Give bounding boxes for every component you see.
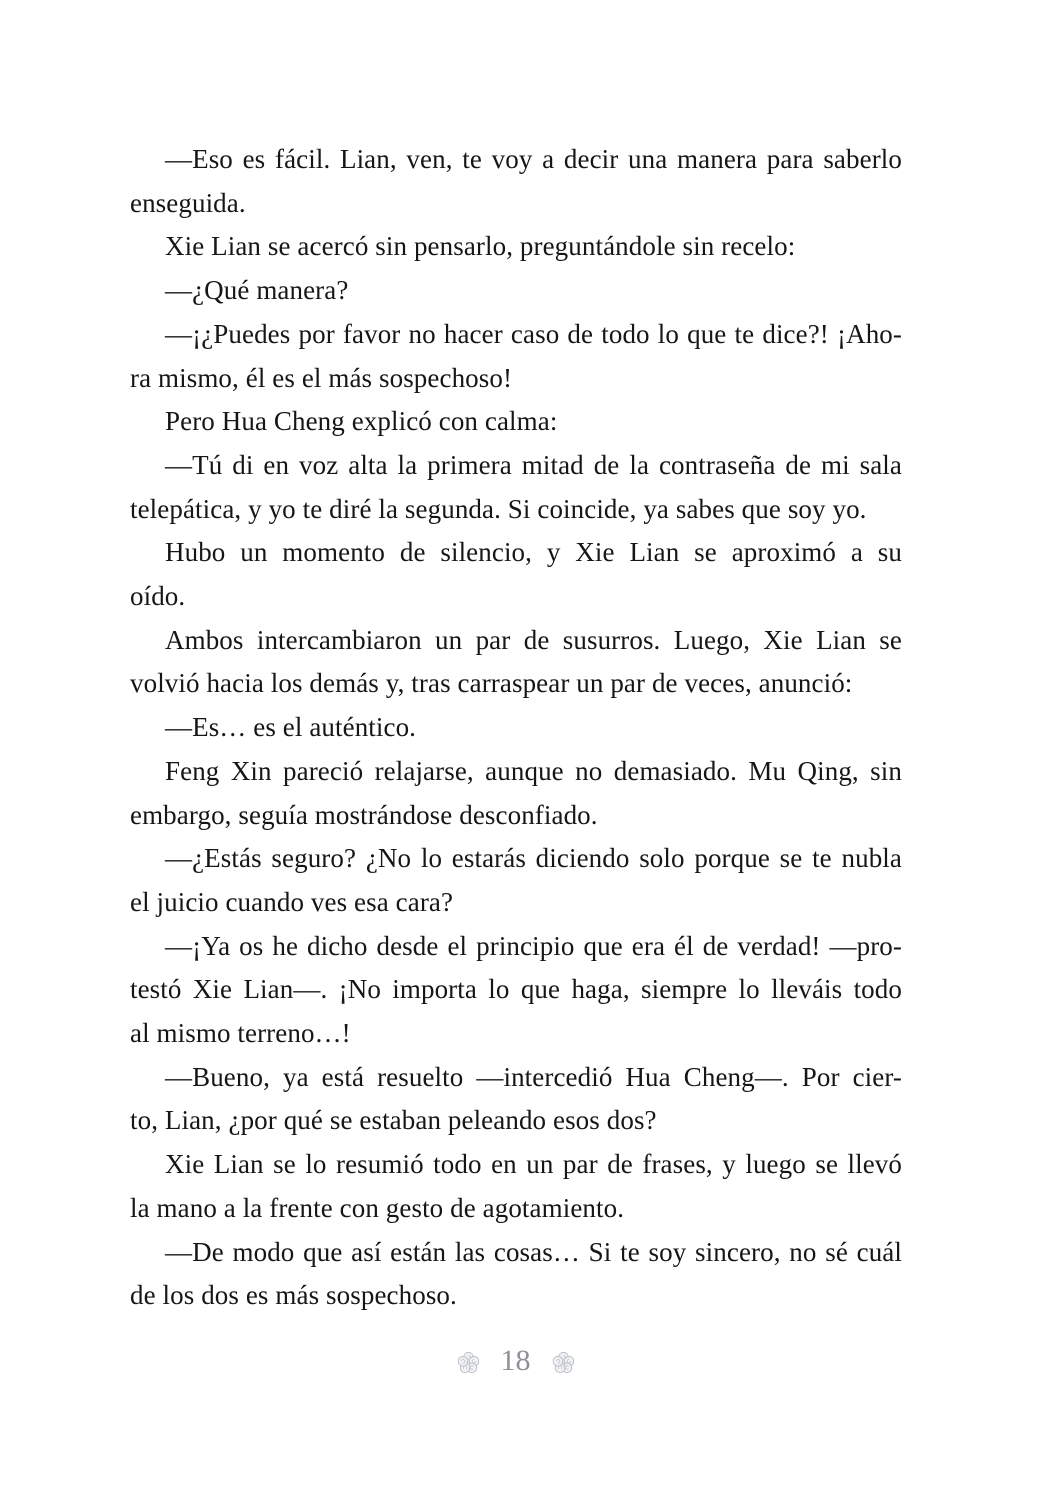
text-line: ra mismo, él es el más sospechoso! — [130, 362, 513, 393]
text-block — [130, 138, 902, 1318]
paragraph — [130, 1143, 902, 1230]
text-line: la mano a la frente con gesto de agotamiento. — [130, 1192, 625, 1223]
text-line: al mismo terreno…! — [130, 1018, 351, 1049]
text-line: oído. — [130, 581, 186, 612]
text-line: —De modo que así están las cosas… Si te soy sincero, no sé cuál — [165, 1236, 902, 1267]
text-line: —¿Qué manera? — [165, 275, 349, 306]
paragraph — [130, 444, 902, 531]
page-number: 18 — [500, 1344, 531, 1377]
paragraph — [130, 313, 902, 400]
paragraph — [130, 837, 902, 924]
plum-blossom-icon — [457, 1351, 480, 1374]
text-line: Xie Lian se acercó sin pensarlo, preguntándole sin recelo: — [165, 231, 796, 262]
text-line: to, Lian, ¿por qué se estaban peleando esos dos? — [130, 1105, 657, 1136]
text-line: —Tú di en voz alta la primera mitad de la contraseña de mi sala — [165, 449, 902, 480]
paragraph — [130, 1056, 902, 1143]
text-line: volvió hacia los demás y, tras carraspear un par de veces, anunció: — [130, 668, 853, 699]
text-line: telepática, y yo te diré la segunda. Si coincide, ya sabes que soy yo. — [130, 493, 867, 524]
paragraph — [130, 1231, 902, 1318]
paragraph — [130, 925, 902, 1056]
paragraph — [130, 225, 902, 269]
text-line: Feng Xin pareció relajarse, aunque no demasiado. Mu Qing, sin — [165, 755, 902, 786]
text-line: Ambos intercambiaron un par de susurros. Luego, Xie Lian se — [165, 624, 902, 655]
paragraph — [130, 269, 902, 313]
paragraph — [130, 706, 902, 750]
text-line: de los dos es más sospechoso. — [130, 1280, 457, 1311]
text-line: enseguida. — [130, 187, 246, 218]
paragraph — [130, 138, 902, 225]
text-line: embargo, seguía mostrándose desconfiado. — [130, 799, 598, 830]
paragraph — [130, 750, 902, 837]
text-line: —Eso es fácil. Lian, ven, te voy a decir una manera para saberlo — [165, 144, 902, 174]
text-line: Hubo un momento de silencio, y Xie Lian se aproximó a su — [165, 537, 902, 568]
text-line: —¡Ya os he dicho desde el principio que era él de verdad! —pro- — [165, 930, 902, 961]
text-line: Xie Lian se lo resumió todo en un par de frases, y luego se llevó — [165, 1149, 902, 1180]
text-line: Pero Hua Cheng explicó con calma: — [165, 406, 558, 437]
paragraph — [130, 400, 902, 444]
text-line: testó Xie Lian—. ¡No importa lo que haga, siempre lo lleváis todo — [130, 974, 902, 1005]
paragraph — [130, 619, 902, 706]
text-line: —Bueno, ya está resuelto —intercedió Hua Cheng—. Por cier- — [165, 1061, 902, 1092]
text-line: el juicio cuando ves esa cara? — [130, 886, 454, 917]
plum-blossom-icon — [552, 1351, 575, 1374]
text-line: —¡¿Puedes por favor no hacer caso de todo lo que te dice?! ¡Aho- — [165, 318, 902, 349]
page-footer — [0, 1346, 1031, 1378]
text-line: —¿Estás seguro? ¿No lo estarás diciendo solo porque se te nubla — [165, 843, 902, 874]
text-line: —Es… es el auténtico. — [165, 712, 417, 743]
paragraph — [130, 531, 902, 618]
